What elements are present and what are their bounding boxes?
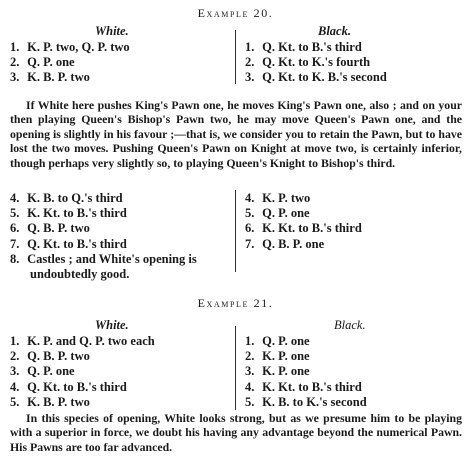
move-row — [245, 206, 467, 221]
example-20-column-divider — [235, 30, 236, 84]
move-number: 3. — [245, 364, 255, 379]
example-20-white-label: White. — [95, 24, 129, 38]
move-text: Q. P. one — [262, 206, 310, 221]
move-text: K. B. to K.'s second — [262, 394, 367, 409]
move-number: 5. — [245, 206, 255, 221]
move-number: 1. — [245, 334, 255, 348]
move-number: 1. — [10, 334, 20, 348]
move-row — [245, 191, 467, 206]
move-row — [10, 334, 232, 349]
move-text: Q. B. P. two — [27, 349, 90, 364]
move-text: Q. B. P. two — [27, 221, 90, 236]
move-row — [10, 206, 232, 221]
move-row — [245, 221, 467, 236]
move-number: 1. — [245, 40, 255, 54]
example-21-commentary: In this species of opening, White looks strong, but as we presume him to be playing with a superior in force, we doubt his having any advantage beyond the numerical Pawn. His Pawns are too far advanced. — [10, 411, 462, 454]
move-row — [10, 349, 232, 364]
move-row — [245, 395, 467, 410]
move-row — [245, 380, 467, 395]
move-row — [245, 364, 467, 379]
move-text: Q. Kt. to B.'s third — [27, 379, 127, 394]
move-text: Q. B. P. one — [262, 236, 325, 251]
example-20-black-moves-continued — [245, 191, 467, 252]
move-row — [245, 55, 467, 70]
move-number: 4. — [245, 191, 255, 205]
move-number: 3. — [245, 70, 255, 85]
move-text: Q. P. one — [27, 55, 75, 70]
example-20-white-moves — [10, 40, 232, 86]
example-20-heading: Example 20. — [197, 6, 274, 20]
move-text: Q. P. one — [262, 334, 310, 348]
move-row — [245, 334, 467, 349]
move-row — [245, 40, 467, 55]
move-row — [10, 70, 232, 85]
move-row — [10, 221, 232, 236]
move-text: K. Kt. to B.'s third — [262, 379, 362, 394]
move-row — [10, 237, 232, 252]
move-number: 7. — [10, 236, 20, 251]
move-number: 7. — [245, 236, 255, 251]
move-text-continued: undoubtedly good. — [30, 267, 130, 282]
move-number: 2. — [245, 55, 255, 70]
move-row — [10, 252, 232, 282]
example-21-black-label: Black. — [334, 318, 366, 332]
move-text: Q. Kt. to B.'s third — [27, 236, 127, 251]
move-text: Castles ; and White's opening is — [27, 251, 197, 266]
move-number: 4. — [10, 379, 20, 394]
move-text: K. B. to Q.'s third — [27, 191, 123, 205]
move-text: Q. Kt. to K. B.'s second — [262, 70, 387, 85]
move-text: K. Kt. to B.'s third — [27, 206, 127, 221]
move-text: K. B. P. two — [27, 394, 90, 409]
move-text: K. P. one — [262, 349, 310, 364]
move-row — [245, 237, 467, 252]
move-number: 2. — [10, 349, 20, 364]
example-21-heading: Example 21. — [197, 296, 274, 310]
move-number: 4. — [10, 191, 20, 205]
move-row — [10, 364, 232, 379]
move-number: 5. — [10, 394, 20, 409]
move-text: K. Kt. to B.'s third — [262, 221, 362, 236]
move-number: 6. — [245, 221, 255, 236]
example-21-column-divider — [235, 326, 236, 410]
example-21-white-label: White. — [95, 318, 129, 332]
move-row — [10, 380, 232, 395]
move-row — [10, 40, 232, 55]
example-20-continuation-divider — [235, 190, 236, 272]
move-text: K. P. one — [262, 364, 310, 379]
move-number: 2. — [245, 349, 255, 364]
move-row — [10, 191, 232, 206]
move-row — [245, 349, 467, 364]
move-text: K. P. two — [262, 191, 311, 205]
move-text: Q. Kt. to K.'s fourth — [262, 55, 371, 70]
move-text: K. B. P. two — [27, 70, 90, 85]
move-number: 6. — [10, 221, 20, 236]
example-21-black-moves — [245, 334, 467, 410]
move-text: Q. P. one — [27, 364, 75, 379]
example-20-white-moves-continued — [10, 191, 232, 282]
move-number: 2. — [10, 55, 20, 70]
move-row — [245, 70, 467, 85]
example-20-black-label: Black. — [318, 24, 351, 38]
move-row — [10, 395, 232, 410]
move-number: 5. — [10, 206, 20, 221]
move-text: Q. Kt. to B.'s third — [262, 40, 362, 54]
move-text: K. P. and Q. P. two each — [27, 334, 155, 348]
move-row — [10, 55, 232, 70]
example-20-black-moves — [245, 40, 467, 86]
move-number: 3. — [10, 364, 20, 379]
move-number: 8. — [10, 251, 20, 266]
move-number: 5. — [245, 394, 255, 409]
example-21-white-moves — [10, 334, 232, 410]
move-number: 1. — [10, 40, 20, 54]
move-number: 3. — [10, 70, 20, 85]
move-text: K. P. two, Q. P. two — [27, 40, 130, 54]
move-number: 4. — [245, 379, 255, 394]
example-20-commentary: If White here pushes King's Pawn one, he moves King's Pawn one, also ; and on your then playing Queen's Bishop's Pawn two, he may move Queen's Pawn one, and the opening is slightly in his favour ;—that is, we consider you to retain the Pawn, but to have lost the two moves. Pushing Queen's Pawn on Knight at move two, is certainly inferior, though perhaps very slightly so, to playing Queen's Knight to Bishop's third. — [10, 98, 462, 170]
